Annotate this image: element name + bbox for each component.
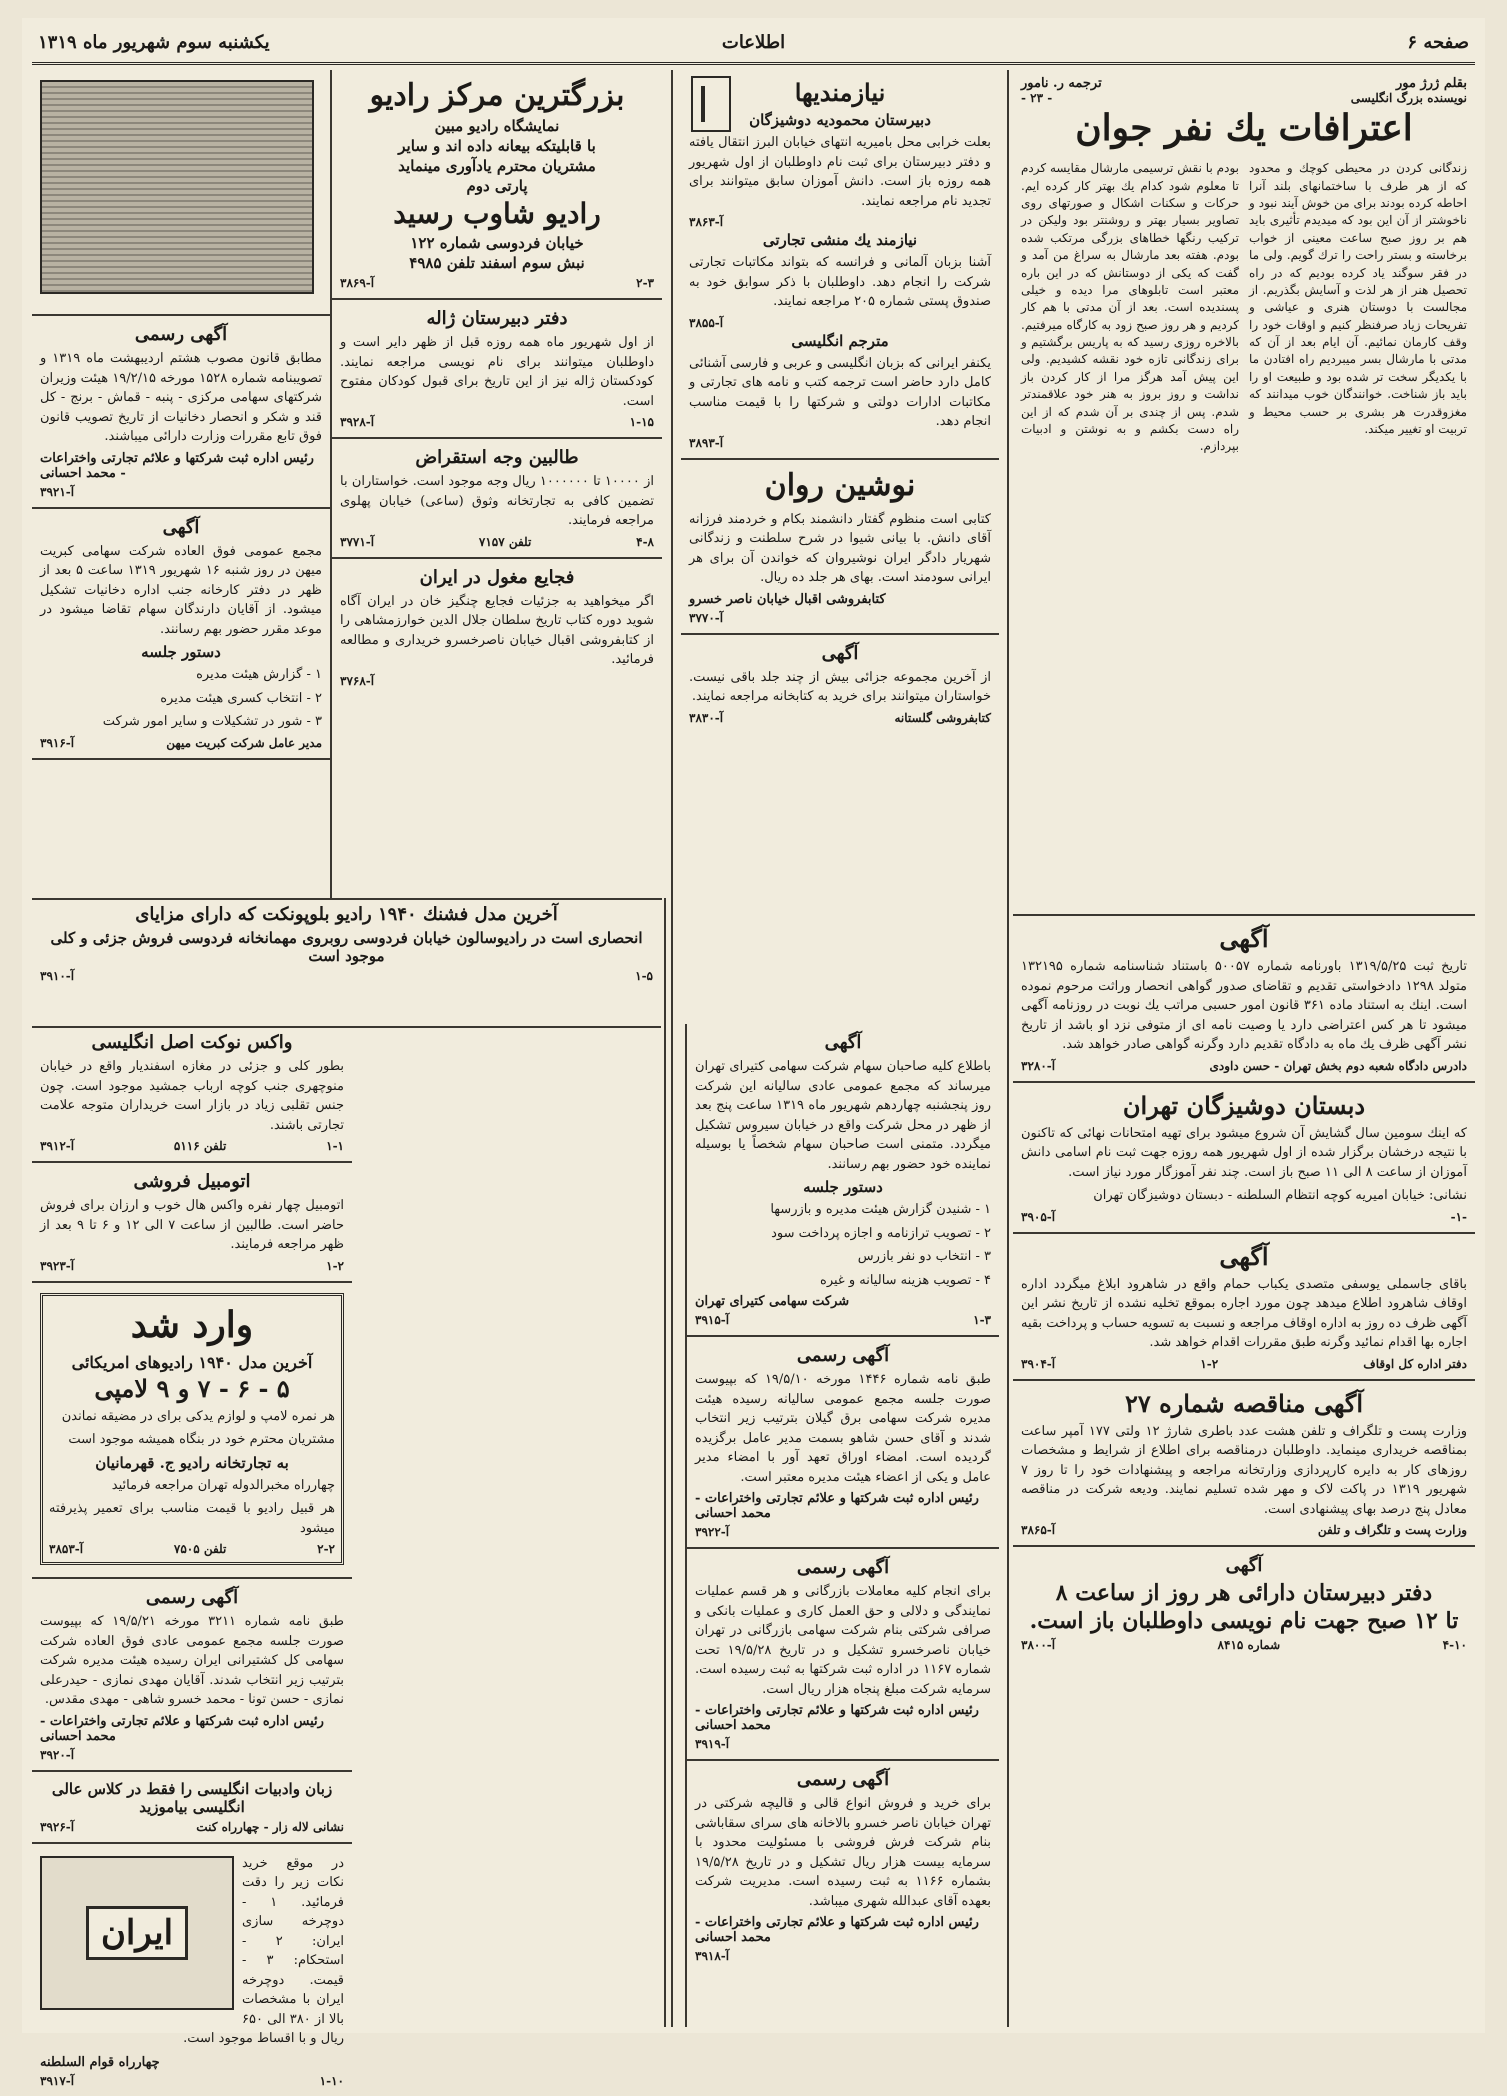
- ad-number: شماره ۸۴۱۵: [1217, 1638, 1281, 1652]
- ad-ref: آ-۳۹۱۲: [40, 1139, 75, 1153]
- tender-notice: [1013, 1381, 1475, 1548]
- notice-body: طبق نامه شماره ۱۴۴۶ مورخه ۱۹/۵/۱۰ که بپیوست صورت جلسه مجمع عمومی سالیانه رسیده هیئت مدیره شرکت سهامی برق گیلان بترتیب زیر انتخاب شدند و آقای حسن شاهو بسمت مدیر عامل برگزیده گردیده است. امضاء اوراق تعهد آور با امضاء مدیر عامل و یکی از اعضاء هیئت مدیره معتبر است.: [695, 1372, 991, 1485]
- ad-title: آگهی: [1225, 1555, 1263, 1576]
- classifieds-title: نیازمندیها: [794, 78, 886, 107]
- notice-signature: دفتر اداره کل اوقاف: [1363, 1356, 1467, 1371]
- ad-body: اتومبیل چهار نفره واکس هال خوب و ارزان برای فروش حاضر است. طالبین از ساعت ۷ الی ۱۲ و ۶ تا ۹ بعد از ظهر مراجعه فرمایند.: [40, 1198, 344, 1252]
- tender-ref: آ-۳۸۶۵: [1021, 1523, 1056, 1537]
- car-sale-ad: [32, 1163, 352, 1283]
- notice-signature: دادرس دادگاه شعبه دوم بخش تهران - حسن داودی: [1209, 1058, 1467, 1073]
- notice-title: آگهی: [1219, 924, 1269, 953]
- ad-issue: ۴-۱۰: [1442, 1638, 1467, 1652]
- notice-signature: رئیس اداره ثبت شرکتها و علائم تجارتی واختراعات - محمد احسانی: [40, 450, 314, 481]
- ad-issue: ۱-۲: [326, 1258, 344, 1273]
- serial-title: اعترافات یك نفر جوان: [1075, 107, 1413, 149]
- ad-address: نشانی: خیابان امیریه کوچه انتظام السلطنه - دبستان دوشیزگان تهران: [1093, 1188, 1467, 1203]
- notice-body: برای خرید و فروش انواع قالی و قالیچه شرکتی در تهران خیابان ناصر خسرو بالاخانه های سرای سقاباشی بنام شرکت فرش فروشی با مسئولیت محدود با سرمایه بیست هزار ریال تشکیل و در تاریخ ۱۹/۵/۲۸ بشماره ۱۱۶۶ به ثبت رسیده است. مدیریت شرکت بعهده آقای عبدالله شهری میباشد.: [695, 1796, 991, 1909]
- notice-title: آگهی رسمی: [796, 1345, 890, 1366]
- ad-line: چهارراه مخبرالدوله تهران مراجعه فرمائید: [111, 1477, 335, 1493]
- notice-title: آگهی: [824, 1032, 862, 1053]
- ad-ref: آ-۳۹۲۳: [40, 1258, 75, 1273]
- notice-shipping: [32, 1579, 352, 1772]
- book-ref: آ-۳۷۷۰: [689, 610, 724, 625]
- ad-ref: آ-۳۹۲۶: [40, 1819, 75, 1834]
- ad-ref: آ-۳۹۰۵: [1021, 1209, 1056, 1224]
- ad-title: فجایع مغول در ایران: [419, 566, 575, 588]
- ad-title: آخرین مدل فشنك ۱۹۴۰ رادیو بلوپونکت که دارای مزایای: [135, 904, 558, 925]
- ad-ref: آ-۳۹۲۸: [340, 415, 375, 429]
- notice-title: آگهی: [1219, 1241, 1269, 1271]
- ad-line: هر قبیل رادیو با قیمت مناسب برای تعمیر پذیرفته میشود: [49, 1501, 335, 1536]
- classified-ref: آ-۳۸۹۳: [689, 435, 724, 450]
- serial-translator: ترجمه ر. نامور: [1021, 76, 1102, 91]
- notice-title: آگهی رسمی: [796, 1557, 890, 1578]
- notice-electric: [687, 1337, 999, 1549]
- ad-issue: -۱-: [1450, 1209, 1467, 1224]
- notice-issue: ۱-۲: [1200, 1356, 1219, 1371]
- ad-phone: تلفن ۷۱۵۷: [478, 534, 532, 549]
- notice-signature: شرکت سهامی کتیرای تهران: [695, 1294, 850, 1309]
- book-title: نوشین روان: [764, 467, 916, 503]
- ad-line: مشتریان محترم خود در بنگاه همیشه موجود است: [68, 1432, 335, 1448]
- notice-title: آگهی رسمی: [134, 324, 228, 345]
- ad-line: آخرین مدل ۱۹۴۰ رادیوهای امریکائی: [71, 1352, 313, 1372]
- radio-store-line: پارتی دوم: [466, 177, 528, 195]
- notice-ref: آ-۳۹۲۲: [695, 1525, 730, 1539]
- notice-body: طبق نامه شماره ۳۲۱۱ مورخه ۱۹/۵/۲۱ که بپیوست صورت جلسه مجمع عمومی عادی فوق العاده شرکت سهامی کل کشتیرانی ایران رسیده هیئت مدیره شرکت بترتیب زیر انتخاب شدند. آقایان مهدی نمازی - حیدرعلی نمازی - حسن تونا - محمد خسرو شاهی - مهدی مقدس.: [40, 1614, 344, 1708]
- notice-ref: آ-۳۹۱۵: [695, 1313, 730, 1327]
- column-right: [1013, 70, 1475, 2027]
- ad-issue: ۱-۵: [635, 969, 653, 983]
- ad-issue: ۱-۱۰: [319, 2073, 344, 2088]
- newspaper-page: [22, 18, 1485, 2088]
- column-rule: [671, 70, 673, 2027]
- ad-body: اگر میخواهید به جزئیات فجایع چنگیز خان در ایران آگاه شوید دوره کتاب تاریخ سلطان جلال الدین خوارزمشاهی را از کتابفروشی اقبال خیابان ناصرخسرو خریداری و مطالعه فرمائید.: [340, 593, 654, 667]
- notice-ref: آ-۳۹۱۶: [40, 735, 75, 750]
- ad-body: از اول شهریور ماه همه روزه قبل از ظهر دایر است و داوطلبان میتوانند برای نام نویسی مراجعه نمایند. کودکستان ژاله نیز از این تاریخ برای قبول کودکان مفتوح است.: [340, 335, 654, 409]
- ornament-icon: [691, 76, 731, 132]
- book-store: کتابفروشی اقبال خیابان ناصر خسرو: [689, 591, 886, 607]
- book-body: کتابی است منظوم گفتار دانشمند بکام و خردمند فرزانه آقای دانش. با بیانی شیوا در شرح سلطنت و زندگانی شهریار دادگر ایران نوشیروان که خواندن آن برای هر ایرانی سودمند است. بهای هر جلد ده ریال.: [689, 511, 991, 585]
- ad-title: زبان وادبیات انگلیسی را فقط در کلاس عالی انگلیسی بیاموزید: [51, 1779, 333, 1816]
- notice-signature: مدیر عامل شرکت کبریت میهن: [166, 735, 322, 750]
- ad-ref: آ-۳۸۰۰: [1021, 1638, 1056, 1652]
- classified-title: دبیرستان محمودیه دوشیزگان: [749, 111, 931, 129]
- ad-issue: ۱-۱: [326, 1139, 344, 1153]
- ad-line: دفتر دبیرستان دارائی هر روز از ساعت ۸: [1055, 1580, 1433, 1606]
- notice-signature: رئیس اداره ثبت شرکتها و علائم تجارتی واختراعات - محمد احسانی: [40, 1713, 324, 1744]
- column-rule: [1007, 70, 1009, 2027]
- issue-date: یکشنبه سوم شهریور ماه ۱۳۱۹: [38, 32, 270, 53]
- ad-girls-school: [1013, 1083, 1475, 1234]
- classified-title: مترجم انگلیسی: [791, 331, 889, 350]
- radio-store-line: با قابلیتکه بیعانه داده اند و سایر: [398, 137, 596, 155]
- ad-store: کتابفروشی گلستانه: [894, 710, 991, 725]
- serial-author: بقلم ژرژ مور: [1396, 76, 1467, 91]
- classified-body: بعلت خرابی محل بامیریه انتهای خیابان البرز انتقال یافته و دفتر دبیرستان برای ثبت نام داوطلبان از اول شهریور همه روزه باز است. دانش آموزان سابق میتوانند برای تجدید نام مراجعه نمایند.: [689, 135, 991, 209]
- classified-title: نیازمند یك منشی تجارتی: [762, 231, 918, 249]
- tender-signature: وزارت پست و تلگراف و تلفن: [1317, 1523, 1467, 1537]
- notice-carpet: [687, 1761, 999, 1971]
- radio-store-address: نبش سوم اسفند تلفن ۴۹۸۵: [409, 254, 585, 272]
- notice-inheritance: [1013, 916, 1475, 1083]
- notice-assembly: [32, 509, 330, 760]
- notice-signature: رئیس اداره ثبت شرکتها و علائم تجارتی واختراعات - محمد احسانی: [695, 1491, 979, 1521]
- ad-title: آگهی: [821, 642, 859, 664]
- ad-title: واکس نوکت اصل انگلیسی: [91, 1032, 293, 1053]
- ad-body: که اینك سومین سال گشایش آن شروع میشود برای تهیه امتحانات نهائی که تاکنون با نتیجه درخشان برگزار شده از اول شهریور همه روزه جهت ثبت نام اسامی دانش آموزان از ساعت ۸ الی ۱۱ صبح باز است. چند نفر آموزگار مورد نیاز است.: [1021, 1125, 1467, 1180]
- column-middle: [681, 70, 999, 900]
- notice-bathhouse: [1013, 1234, 1475, 1381]
- notice-ref: آ-۳۲۸۰: [1021, 1058, 1056, 1073]
- ad-title: دفتر دبیرستان ژاله: [426, 308, 568, 329]
- ad-title: وارد شد: [130, 1303, 254, 1346]
- ad-ref: آ-۳۸۳۰: [689, 710, 724, 725]
- agenda-item: ۲ - انتخاب کسری هیئت مدیره: [160, 690, 322, 706]
- loans-ad: [332, 439, 662, 559]
- ad-body: انحصاری است در رادیوسالون خیابان فردوسی روبروی مهمانخانه فردوسی فروش جزئی و کلی موجود است: [50, 929, 643, 965]
- notice-title: آگهی رسمی: [145, 1587, 239, 1609]
- history-book-ad: [332, 559, 662, 696]
- paper-name: اطلاعات: [721, 32, 786, 53]
- ad-store: چهارراه قوام السلطنه: [40, 2054, 160, 2070]
- ad-issue: ۲-۲: [317, 1542, 335, 1557]
- radio-store-address: خیابان فردوسی شماره ۱۲۲: [410, 234, 584, 252]
- notice-title: آگهی: [162, 516, 200, 538]
- column-rule: [664, 898, 666, 2027]
- agenda-item: ۱ - شنیدن گزارش هیئت مدیره و بازرسها: [770, 1202, 991, 1217]
- ad-ref: آ-۳۸۶۹: [340, 276, 375, 290]
- ad-ref: آ-۳۸۵۳: [49, 1542, 84, 1557]
- serial-part: - ۲۳ -: [1021, 91, 1053, 105]
- ad-issue: ۱-۱۵: [629, 415, 654, 429]
- serial-text-b: بودم با نقش ترسیمی مارشال مقایسه کردم تا معلوم شود کدام یك بهتر کار کرده ایم. حرکات و سکنات اشکال و صورتهای روی تصاویر بسیار بهتر و روشنتر بود ولیکن در ترکیب رنگها خطاهای بزرگی مرتکب شده بودم. هفته بعد مارشال به سراغ من آمد و گفت که یکی از دوستانش که در این باره معتبر است تابلوهای مرا دیده و خیلی پسندیده است. بعد از آن مدتی با هم کار کردیم و هر روز صبح زود به کارگاه میرفتیم. بالاخره روزی رسید که به پاریس برگشتیم و برای زندگانی تازه خود نقشه کشیدیم. ولی این پیش آمد هرگز مرا از کار کردن باز نداشت و روز بروز به هنر خود علاقمندتر شدم. پس از چندی بر آن شدم که از این راه دست بکشم و به نوشتن و ادبیات بپردازم.: [1021, 161, 1239, 454]
- column-lower-left: [32, 1024, 352, 2088]
- notice-issue: ۱-۳: [973, 1313, 991, 1327]
- book-ad: [681, 460, 999, 635]
- notice-ref: آ-۳۹۱۹: [695, 1737, 730, 1751]
- tender-body: وزارت پست و تلگراف و تلفن هشت عدد باطری شارژ ۱۲ ولتی ۱۷۷ آمپر ساعت بمناقصه خریداری مینماید. داوطلبان درمناقصه برای اطلاع از شرایط و مشخصات روزهای کار به دایره کارپردازی وزارتخانه مراجعه و پیشنهادات خود را تا روز ۷ شهریور ۱۳۱۹ در پاکت لاک و مهر شده تسلیم نمایند. ودیعه شرکت در مناقصه معادل پنج درصد بهای پیشنهادی است.: [1021, 1423, 1467, 1517]
- ad-line: هر نمره لامپ و لوازم یدکی برای در مضیقه نماندن: [61, 1408, 335, 1424]
- agenda-item: ۳ - انتخاب دو نفر بازرس: [857, 1249, 991, 1264]
- page-label: صفحه ۶: [1407, 32, 1469, 53]
- bicycle-ad: [32, 1844, 352, 2096]
- ad-phone: تلفن ۷۵۰۵: [173, 1542, 227, 1557]
- notice-ref: آ-۳۹۲۰: [40, 1747, 75, 1762]
- ad-title: اتومبیل فروشی: [133, 1171, 251, 1192]
- ad-body: از ۱۰۰۰۰ تا ۱۰۰۰۰۰۰ ریال وجه موجود است. خواستاران با تضمین کافی به تجارتخانه وثوق (ساعی) خیابان پهلوی مراجعه فرمایند.: [340, 474, 654, 528]
- ad-phone: تلفن ۵۱۱۶: [173, 1139, 227, 1153]
- notice-match-companies: [32, 316, 330, 509]
- serial-origin: نویسنده بزرگ انگلیسی: [1350, 91, 1467, 105]
- radio-store-title: بزرگترین مرکز رادیو: [369, 78, 625, 113]
- radio-brand: رادیو شاوب رسید: [393, 197, 601, 230]
- notice-body: مجمع عمومی فوق العاده شرکت سهامی کبریت میهن در روز شنبه ۱۶ شهریور ۱۳۱۹ ساعت ۵ بعد از ظهر در دفتر کارخانه جنب اداره دخانیات تشکیل میشود. از آقایان دارندگان سهام تقاضا میشود در موعد مقرر حضور بهم رسانند.: [40, 543, 323, 637]
- serial-text-a: زندگانی کردن در محیطی کوچك و محدود که از هر طرف با ساختمانهای بلند آنرا احاطه کرده بودند برای من خوش آیند نبود و ناخوشتر از آن این بود که میدیدم تأثیری باید هم بر روز صبح ساعت معینی از خواب برخاسته و بستر راحت را ترك گویم. ولی ما در فقر سوگند یاد کرده بودیم که در راه تحصیل هنر از هر لذت و آسایش بگذریم. از مجالست با دوستان هنری و عیاشی و تفریحات زیاد صرفنظر کنیم و اوقات خود را وقف کارمان نمائیم. آن ایام بعد از آن که مدتی با مارشال بسر میبردیم راه افتادن ما با یکدیگر سخت تر شده بود و طبیعت او را باید باز شناخت. خوانندگان خوب میدانند که مغزوقدرت هر بشری بر حسب محیط و تربیت او تغییر میکند.: [1249, 161, 1467, 437]
- classified-body: آشنا بزبان آلمانی و فرانسه که بتواند مکاتبات تجارتی شرکت را انجام دهد. داوطلبان با ذکر سوابق خود به صندوق پستی شماره ۲۰۵ مراجعه نمایند.: [689, 255, 991, 309]
- notice-body: باقای جاسملی یوسفی متصدی یکباب حمام واقع در شاهرود ابلاغ میگردد اداره اوقاف شاهرود اطلاع میدهد چون مورد اجاره بموقع تخلیه نشده از تاریخ نشر این آگهی ظرف ده روز به اداره اوقاف مراجعه و نسبت به تسویه حساب و پرداخت بقیه اجاره بها اقدام نمائید وگرنه طبق مقررات اقدام خواهد شد.: [1021, 1276, 1467, 1350]
- jaleh-school-ad: [332, 300, 662, 439]
- brand-name: ایران: [86, 1906, 188, 1960]
- agenda-item: ۲ - تصویب ترازنامه و اجازه پرداخت سود: [771, 1225, 991, 1241]
- ad-issue: ۲-۳: [636, 276, 654, 290]
- notice-title: آگهی رسمی: [796, 1769, 890, 1790]
- column-lower-middle: [685, 1024, 999, 2027]
- tender-title: آگهی مناقصه شماره ۲۷: [1124, 1388, 1364, 1418]
- notice-signature: رئیس اداره ثبت شرکتها و علائم تجارتی واختراعات - محمد احسانی: [695, 1915, 979, 1945]
- notice-shareholders: [687, 1024, 999, 1337]
- ad-title: طالبین وجه استقراض: [415, 447, 579, 468]
- agenda-title: دستور جلسه: [141, 643, 221, 661]
- notice-ref: آ-۳۹۲۱: [40, 484, 75, 499]
- classified-ref: آ-۳۸۵۵: [689, 315, 724, 330]
- classifieds: [681, 70, 999, 460]
- english-class-ad: [32, 1772, 352, 1844]
- ad-body: در موقع خرید نکات زیر را دقت فرمائید. ۱ - دوچرخه سازی ایران: ۲ - استحکام: ۳ - قیمت. دوچرخه ایران با مشخصات بالا از ۳۸۰ الی ۶۵۰ ریال و با اقساط موجود است.: [183, 1855, 344, 2047]
- ad-title: دبستان دوشیزگان تهران: [1122, 1090, 1366, 1120]
- ad-body: از آخرین مجموعه جزائی بیش از چند جلد باقی نیست. خواستاران میتوانند برای خرید به کتابخانه مراجعه نمایند.: [689, 669, 991, 704]
- radio-store-line: نمایشگاه رادیو مبین: [434, 117, 560, 135]
- notice-body: برای انجام کلیه معاملات بازرگانی و هر قسم عملیات نمایندگی و دلالی و حق العمل کاری و عملیات بانکی و صرافی شرکتی بنام شرکت سهامی بازرگانی در تهران خیابان ناصرخسرو تشکیل و در تاریخ ۱۹/۵/۲۸ تحت شماره ۱۱۶۷ در اداره ثبت شرکتها به ثبت رسیده است. سرمایه شرکت مبلغ پنجاه هزار ریال است.: [695, 1584, 992, 1697]
- radio-store-ad: [332, 70, 662, 300]
- ad-ref: آ-۳۷۶۸: [340, 673, 375, 688]
- classified-ref: آ-۳۸۶۳: [689, 215, 724, 229]
- ad-line: به تجارتخانه رادیو ج. قهرمانیان: [95, 1453, 289, 1472]
- notice-ref: آ-۳۹۰۴: [1021, 1356, 1056, 1371]
- radio-model-banner-spacer: [673, 898, 999, 938]
- agenda-item: ۴ - تصویب هزینه سالیانه و غیره: [820, 1272, 991, 1288]
- notice-signature: رئیس اداره ثبت شرکتها و علائم تجارتی واختراعات - محمد احسانی: [695, 1703, 979, 1733]
- ad-sub: نشانی لاله زار - چهارراه کنت: [196, 1819, 344, 1834]
- school-office-ad: [1013, 1547, 1475, 1660]
- agenda-item: ۳ - شور در تشکیلات و سایر امور شرکت: [102, 714, 322, 729]
- radio-image-block: [32, 70, 330, 316]
- radio-store-line: مشتریان محترم یادآوری مینماید: [398, 157, 596, 175]
- wax-ad: [32, 1024, 352, 1163]
- notice-body: باطلاع کلیه صاحبان سهام شرکت سهامی کتیرای تهران میرساند که مجمع عمومی عادی سالیانه این شرکت روز پنجشنبه چهاردهم شهریور ماه ۱۳۱۹ ساعت پنج بعد از ظهر در محل شرکت واقع در خیابان سیروس تشکیل میگردد. متمنی است صاحبان سهام شخصاً یا بوسیله نماینده خود حضور بهم رسانند.: [695, 1059, 991, 1172]
- notice-trading: [687, 1549, 999, 1761]
- bookstore-ad: [681, 635, 999, 733]
- classified-body: یکنفر ایرانی که بزبان انگلیسی و عربی و فارسی آشنائی کامل دارد حاضر است ترجمه کتب و نامه های تجارتی و مکاتبات ادارات دولتی و شرکتها را با قیمت مناسب انجام دهد.: [689, 355, 991, 429]
- agenda-title: دستور جلسه: [803, 1178, 883, 1196]
- bicycle-logo: [40, 1856, 234, 2010]
- ad-line: تا ۱۲ صبح جهت نام نویسی داوطلبان باز است.: [1029, 1608, 1459, 1634]
- ad-ref: آ-۳۹۱۷: [40, 2073, 75, 2088]
- radio-photo: [40, 80, 314, 294]
- masthead: [32, 26, 1475, 65]
- ad-line: ۵ - ۶ - ۷ و ۹ لامپی: [94, 1373, 290, 1403]
- notice-body: تاریخ ثبت ۱۳۱۹/۵/۲۵ باورنامه شماره ۵۰۰۵۷ باستناد شناسنامه شماره ۱۳۲۱۹۵ متولد ۱۲۹۸ دادخواستی تقدیم و تقاضای صدور گواهی انحصار وراثت مرحوم نموده است. اینك به استناد ماده ۳۶۱ قانون امور حسبی مراتب یك نوبت در روزنامه آگهی میشود تا هر کس اعتراضی دارد یا وصیت نامه ای از متوفی نزد او باشد از تاریخ نشر آگهی ظرف یك ماه به دادگاه تقدیم دارد وگرنه گواهی صادر خواهد شد.: [1021, 959, 1468, 1052]
- ad-ref: آ-۳۷۷۱: [340, 534, 375, 549]
- agenda-item: ۱ - گزارش هیئت مدیره: [196, 667, 322, 682]
- ad-body: بطور کلی و جزئی در مغازه اسفندیار واقع در خیابان منوچهری جنب کوچه ارباب جمشید موجود است. چون جنس تقلبی زیاد در بازار است خریداران متوجه علامت تجارتی باشند.: [40, 1059, 344, 1133]
- arrived-radio-ad: [32, 1283, 352, 1580]
- radio-model-ad: [32, 898, 661, 1028]
- notice-ref: آ-۳۹۱۸: [695, 1949, 730, 1963]
- ad-issue: ۴-۸: [636, 534, 654, 549]
- notice-body: مطابق قانون مصوب هشتم اردیبهشت ماه ۱۳۱۹ و تصویبنامه شماره ۱۵۲۸ مورخه ۱۹/۲/۱۵ هیئت وزیران شرکتهای سهامی مرکزی - پنبه - قماش - برنج - کل قند و شکر و انحصار دخانیات از تاریخ تصویب قانون فوق تابع مقررات وزارت دارائی میباشند.: [40, 351, 322, 444]
- serial-story: [1013, 70, 1475, 916]
- ad-ref: آ-۳۹۱۰: [40, 969, 75, 983]
